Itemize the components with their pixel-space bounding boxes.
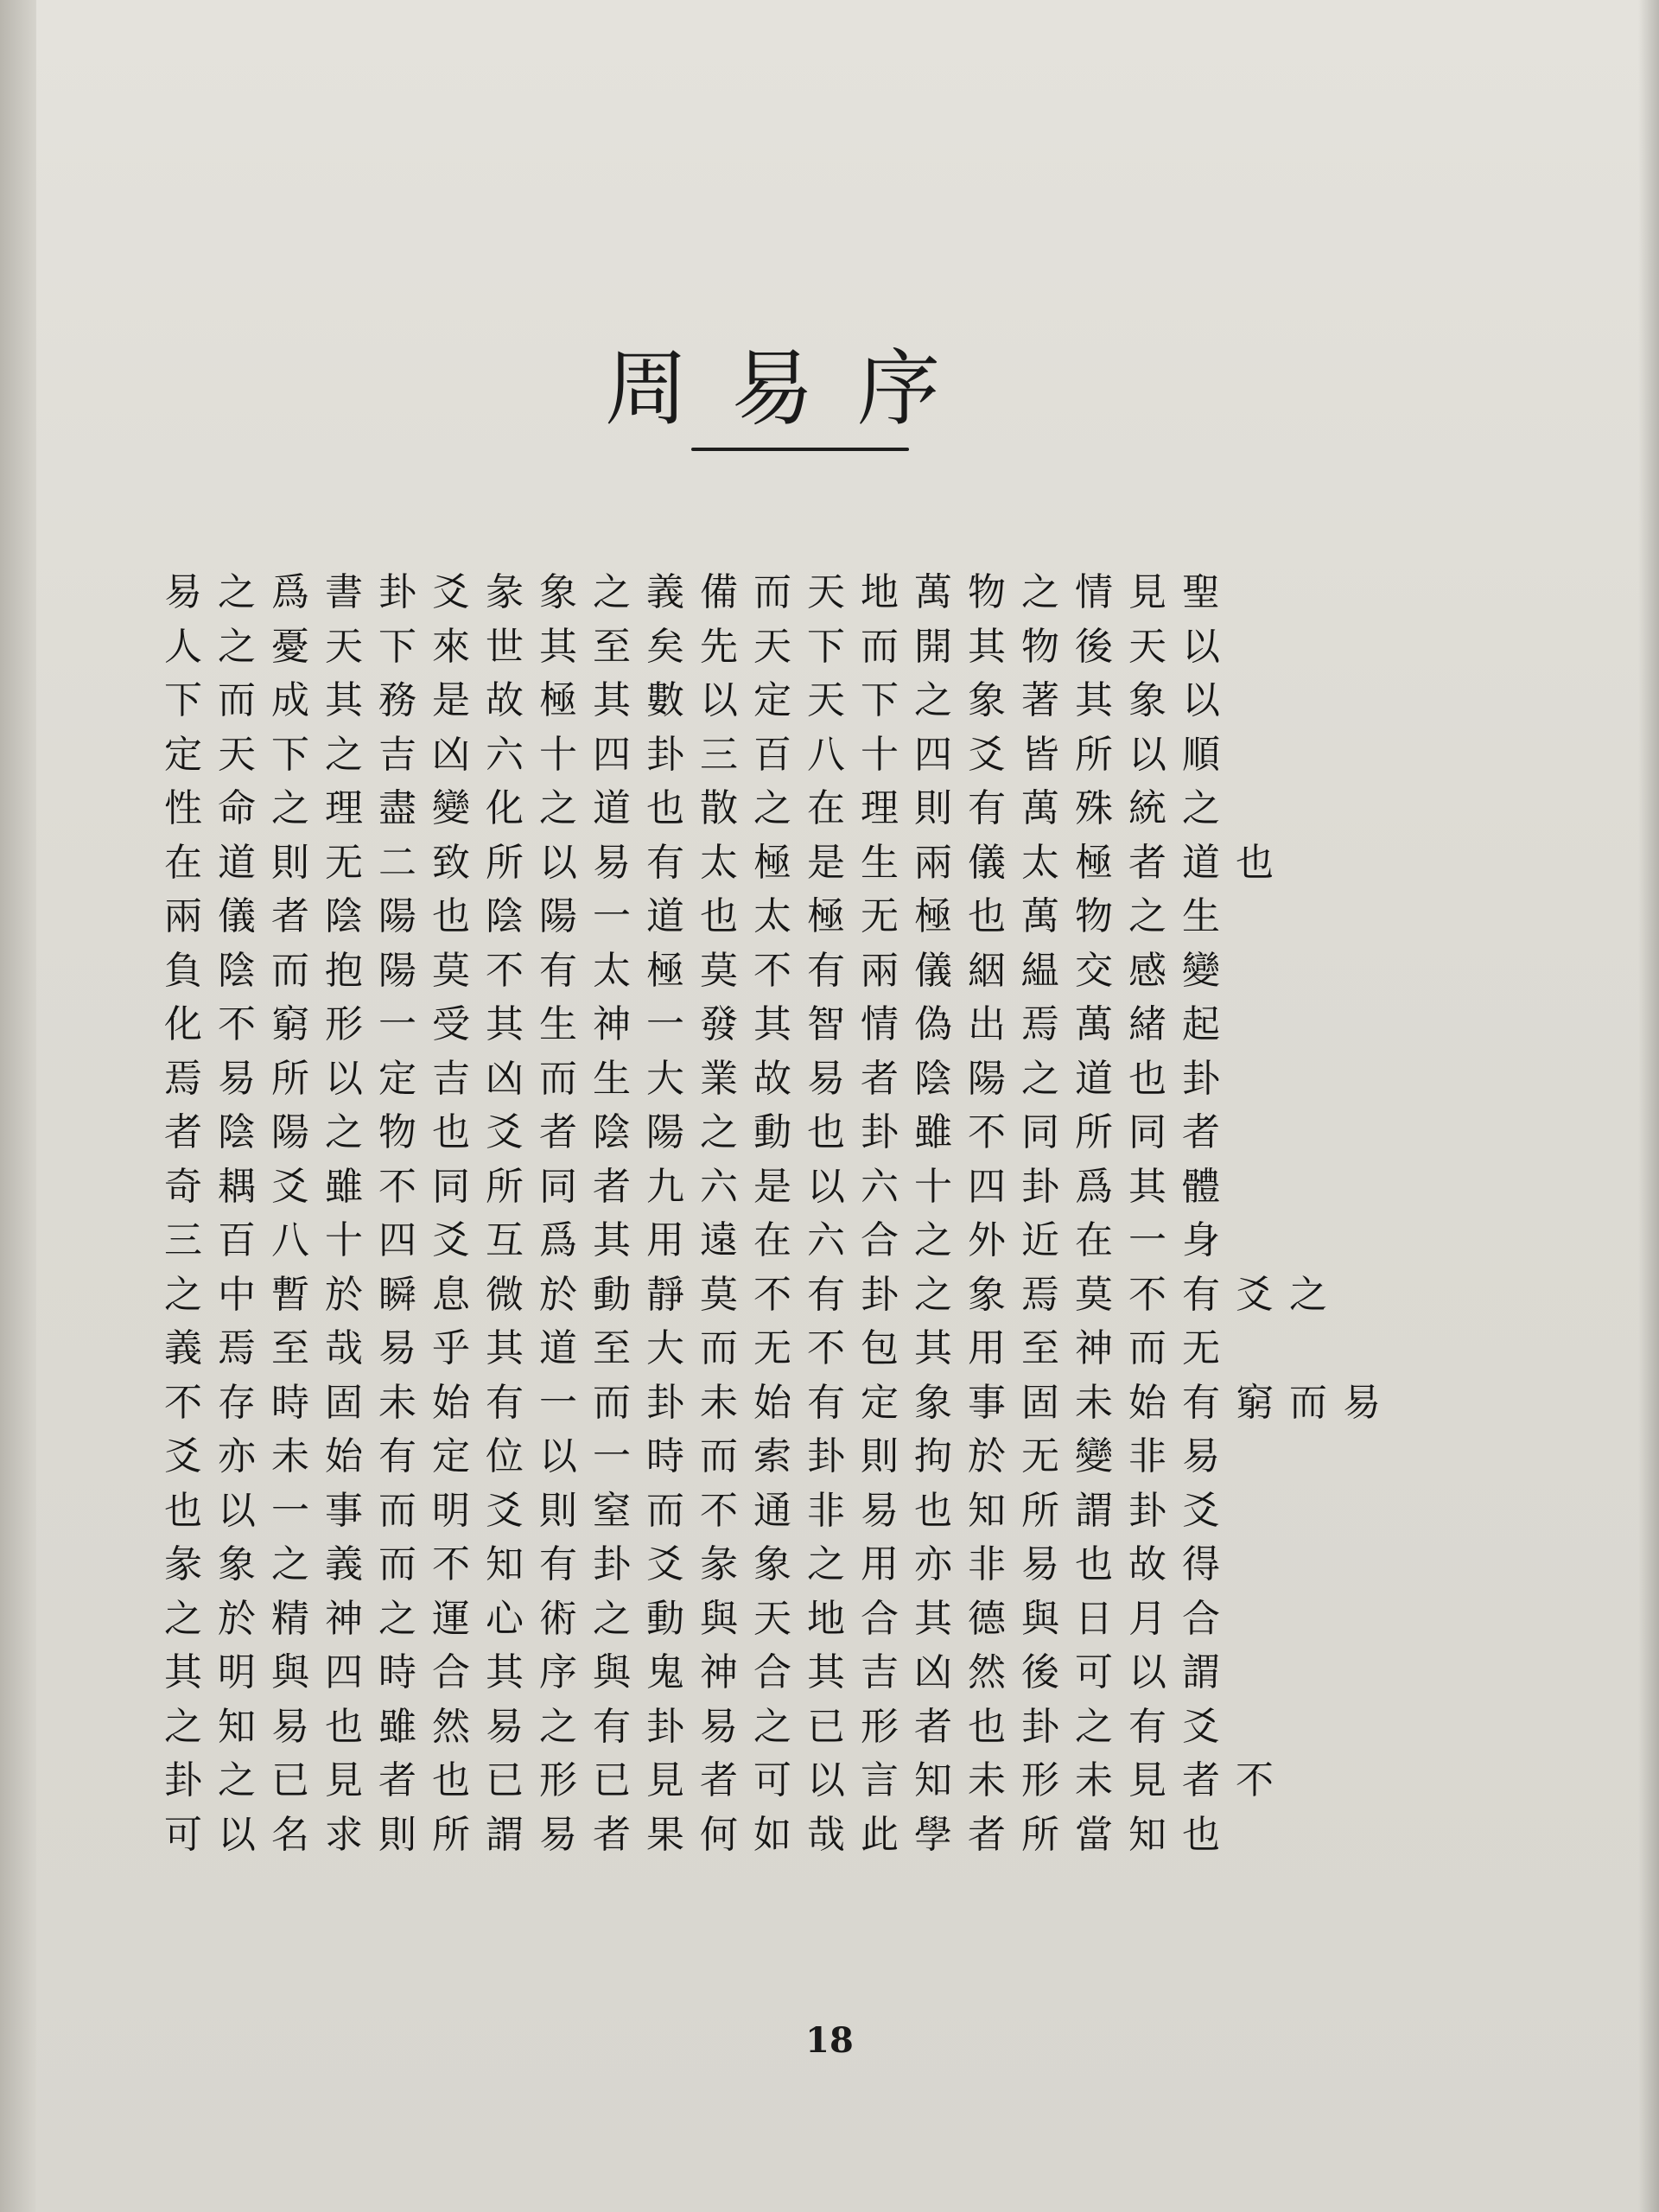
text-line: 三百八十四爻互爲其用遠在六合之外近在一身 [164,1218,1236,1262]
text-line: 其明與四時合其序與鬼神合其吉凶然後可以謂 [164,1650,1236,1694]
page-edge [1638,0,1659,2212]
text-line: 義焉至哉易乎其道至大而无不包其用至神而无 [164,1326,1236,1370]
title-underline [691,448,909,451]
text-line: 下而成其務是故極其數以定天下之象著其象以 [164,678,1236,722]
text-line: 之知易也雖然易之有卦易之已形者也卦之有爻 [164,1704,1236,1749]
text-line: 性命之理盡變化之道也散之在理則有萬殊統之 [164,786,1236,830]
text-line: 彖象之義而不知有卦爻彖象之用亦非易也故得 [164,1542,1236,1586]
text-line: 在道則无二致所以易有太極是生兩儀太極者道也 [164,840,1289,885]
text-line: 人之憂天下來世其至矣先天下而開其物後天以 [164,624,1236,669]
page-title: 周易序 [605,340,983,437]
text-line: 兩儀者陰陽也陰陽一道也太極无極也萬物之生 [164,894,1236,938]
text-line: 負陰而抱陽莫不有太極莫不有兩儀絪緼交感變 [164,948,1236,993]
text-line: 爻亦未始有定位以一時而索卦則拘於无變非易 [164,1434,1236,1478]
text-line: 可以名求則所謂易者果何如哉此學者所當知也 [164,1812,1236,1857]
text-line: 者陰陽之物也爻者陰陽之動也卦雖不同所同者 [164,1110,1236,1154]
text-line: 焉易所以定吉凶而生大業故易者陰陽之道也卦 [164,1056,1236,1101]
text-line: 定天下之吉凶六十四卦三百八十四爻皆所以順 [164,732,1236,777]
text-line: 奇耦爻雖不同所同者九六是以六十四卦爲其體 [164,1164,1236,1209]
text-line: 卦之已見者也已形已見者可以言知未形未見者不 [164,1758,1289,1802]
text-line: 易之爲書卦爻彖象之義備而天地萬物之情見聖 [164,570,1236,614]
text-line: 也以一事而明爻則窒而不通非易也知所謂卦爻 [164,1488,1236,1533]
text-line: 之於精神之運心術之動與天地合其德與日月合 [164,1596,1236,1641]
book-spine [0,0,36,2212]
text-line: 不存時固未始有一而卦未始有定象事固未始有窮而易 [164,1380,1396,1425]
text-line: 化不窮形一受其生神一發其智情偽出焉萬緒起 [164,1002,1236,1046]
page-number: 18 [805,2020,854,2061]
body-text [164,566,1396,1862]
text-line: 之中暫於瞬息微於動靜莫不有卦之象焉莫不有爻之 [164,1272,1343,1317]
